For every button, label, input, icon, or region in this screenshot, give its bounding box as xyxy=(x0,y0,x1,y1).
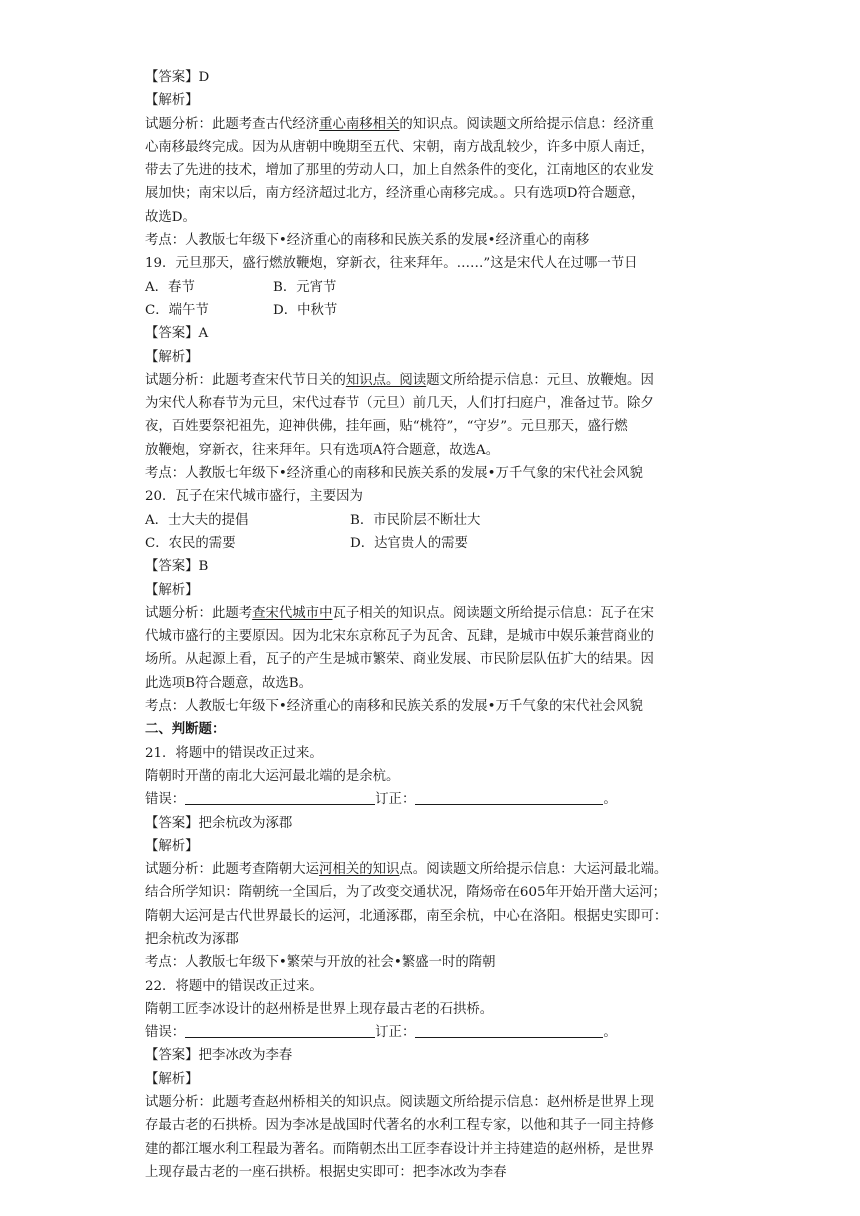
document-content xyxy=(145,66,730,1184)
analysis-heading: 【解析】 xyxy=(145,838,199,854)
analysis-line: 试题分析：此题考查宋代节日关的知识点。阅读题文所给提示信息：元旦、放鞭炮。因 xyxy=(145,372,654,388)
analysis-line: 代城市盛行的主要原因。因为北宋东京称瓦子为瓦舍、瓦肆，是城市中娱乐兼营商业的 xyxy=(145,629,654,645)
answer-line: 【答案】A xyxy=(145,326,209,342)
answer-line: 【答案】把李冰改为李春 xyxy=(145,1048,293,1064)
analysis-line: 把余杭改为涿郡 xyxy=(145,931,239,947)
correction-blank[interactable] xyxy=(415,790,603,805)
analysis-line: 展加快；南宋以后，南方经济超过北方，经济重心南移完成。。只有选项D符合题意， xyxy=(145,186,645,202)
option-a: A．春节 xyxy=(145,279,195,295)
fill-in-line: 错误： 订正： 。 xyxy=(145,1025,617,1041)
analysis-line: 试题分析：此题考查古代经济重心南移相关的知识点。阅读题文所给提示信息：经济重 xyxy=(145,116,654,132)
analysis-line: 为宋代人称春节为元旦，宋代过春节（元旦）前几天，人们打扫庭户，准备过节。除夕 xyxy=(145,396,654,412)
option-a: A．士大夫的提倡 xyxy=(145,512,249,528)
options-row xyxy=(145,299,730,322)
analysis-line: 故选D。 xyxy=(145,209,196,225)
analysis-line: 上现存最古老的一座石拱桥。根据史实即可：把李冰改为李春 xyxy=(145,1164,507,1180)
section-heading: 二、判断题： xyxy=(145,721,226,738)
correction-blank[interactable] xyxy=(415,1023,603,1038)
kaodian-line: 考点：人教版七年级下•经济重心的南移和民族关系的发展•万千气象的宋代社会风貌 xyxy=(145,466,643,482)
kaodian-line: 考点：人教版七年级下•经济重心的南移和民族关系的发展•经济重心的南移 xyxy=(145,233,590,249)
options-row xyxy=(145,509,730,532)
option-d: D．达官贵人的需要 xyxy=(350,535,468,551)
answer-line: 【答案】把余杭改为涿郡 xyxy=(145,815,293,831)
question-22: 22．将题中的错误改正过来。 xyxy=(145,978,323,994)
answer-line: 【答案】D xyxy=(145,70,210,85)
question-20: 20．瓦子在宋代城市盛行，主要因为 xyxy=(145,489,363,505)
analysis-heading: 【解析】 xyxy=(145,1071,199,1087)
question-19: 19．元旦那天，盛行燃放鞭炮，穿新衣，往来拜年。……”这是宋代人在过哪一节日 xyxy=(145,256,638,272)
option-b: B．元宵节 xyxy=(273,279,337,295)
analysis-heading: 【解析】 xyxy=(145,582,199,598)
analysis-line: 此选项B符合题意，故选B。 xyxy=(145,675,312,691)
analysis-line: 试题分析：此题考查隋朝大运河相关的知识点。阅读题文所给提示信息：大运河最北端。 xyxy=(145,862,668,878)
analysis-line: 夜，百姓要祭祀祖先，迎神供佛，挂年画，贴“桃符”，“守岁”。元旦那天，盛行燃 xyxy=(145,419,628,435)
analysis-line: 放鞭炮，穿新衣，往来拜年。只有选项A符合题意，故选A。 xyxy=(145,442,500,458)
option-c: C．农民的需要 xyxy=(145,535,236,551)
option-d: D．中秋节 xyxy=(273,302,338,318)
statement-line: 隋朝时开凿的南北大运河最北端的是余杭。 xyxy=(145,768,400,784)
analysis-line: 场所。从起源上看，瓦子的产生是城市繁荣、商业发展、市民阶层队伍扩大的结果。因 xyxy=(145,652,654,668)
error-blank[interactable] xyxy=(185,1023,375,1038)
analysis-line: 试题分析：此题考查宋代城市中瓦子相关的知识点。阅读题文所给提示信息：瓦子在宋 xyxy=(145,605,654,621)
analysis-heading: 【解析】 xyxy=(145,349,199,365)
analysis-line: 心南移最终完成。因为从唐朝中晚期至五代、宋朝，南方战乱较少，许多中原人南迁， xyxy=(145,139,654,155)
statement-line: 隋朝工匠李冰设计的赵州桥是世界上现存最古老的石拱桥。 xyxy=(145,1001,494,1017)
options-row xyxy=(145,532,730,555)
error-blank[interactable] xyxy=(185,790,375,805)
answer-line: 【答案】B xyxy=(145,559,209,575)
analysis-line: 存最古老的石拱桥。因为李冰是战国时代著名的水利工程专家，以他和其子一同主持修 xyxy=(145,1118,654,1134)
question-21: 21．将题中的错误改正过来。 xyxy=(145,745,323,761)
kaodian-line: 考点：人教版七年级下•经济重心的南移和民族关系的发展•万千气象的宋代社会风貌 xyxy=(145,699,643,715)
analysis-line: 隋朝大运河是古代世界最长的运河，北通涿郡，南至余杭，中心在洛阳。根据史实即可： xyxy=(145,908,668,924)
analysis-line: 建的都江堰水利工程最为著名。而隋朝杰出工匠李春设计并主持建造的赵州桥，是世界 xyxy=(145,1141,654,1157)
option-c: C．端午节 xyxy=(145,302,209,318)
options-row xyxy=(145,276,730,299)
kaodian-line: 考点：人教版七年级下•繁荣与开放的社会•繁盛一时的隋朝 xyxy=(145,955,496,971)
analysis-line: 带去了先进的技术，增加了那里的劳动人口，加上自然条件的变化，江南地区的农业发 xyxy=(145,163,654,179)
analysis-heading: 【解析】 xyxy=(145,93,199,109)
fill-in-line: 错误： 订正： 。 xyxy=(145,792,617,808)
analysis-line: 结合所学知识：隋朝统一全国后，为了改变交通状况，隋炀帝在605年开始开凿大运河； xyxy=(145,885,667,901)
analysis-line: 试题分析：此题考查赵州桥相关的知识点。阅读题文所给提示信息：赵州桥是世界上现 xyxy=(145,1095,654,1111)
option-b: B．市民阶层不断壮大 xyxy=(350,512,481,528)
